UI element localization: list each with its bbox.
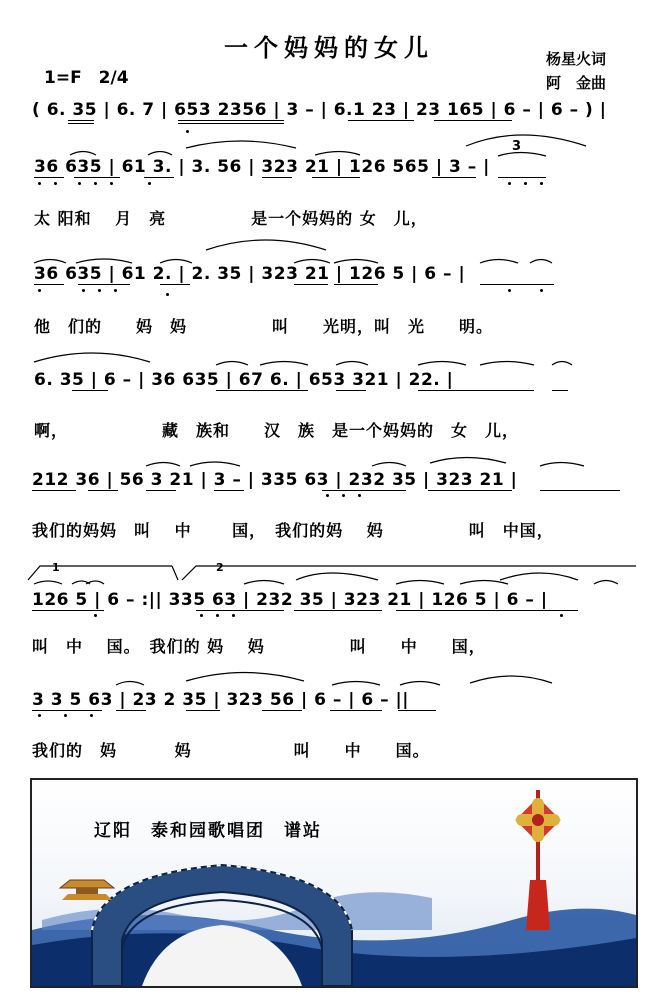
octave-dot (508, 182, 511, 185)
octave-dot (232, 614, 235, 617)
octave-dot (342, 494, 345, 497)
underline (322, 490, 406, 491)
underline (32, 610, 104, 611)
underline (116, 710, 146, 711)
lyrics-row-3: 他 们的 妈 妈 叫 光明，叫 光 明。 (34, 317, 494, 336)
underline (178, 120, 284, 121)
underline (480, 284, 554, 285)
underline (262, 710, 302, 711)
underline (348, 120, 414, 121)
notation-row-6: 126 5 | 6 – :|| 335 63 | 232 35 | 323 21 | 126 5 | 6 – | (32, 590, 548, 610)
underline (334, 284, 378, 285)
lyrics-row-5: 我们的妈妈 叫 中 国， 我们的妈 妈 叫 中国， (32, 521, 554, 540)
notation-row-5: 212 36 | 56 3 21 | 3 – | 335 63 | 232 35 | 323 21 | (32, 470, 518, 490)
footer-banner (30, 778, 638, 988)
underline (34, 177, 64, 178)
lyrics-row-2: 太 阳和 月 亮 是一个妈妈的 女 儿， (34, 209, 428, 228)
underline (32, 710, 102, 711)
underline (178, 123, 284, 124)
underline (552, 390, 568, 391)
song-title: 一个妈妈的女儿 (224, 34, 434, 62)
underline (418, 390, 534, 391)
underline (160, 284, 190, 285)
notation-row-3: 36 635 | 61 2. | 2. 35 | 323 21 | 126 5 | 6 – | (34, 264, 466, 284)
notation-row-4: 6. 35 | 6 – | 36 635 | 67 6. | 653 321 | 22. | (34, 370, 454, 390)
underline (32, 490, 76, 491)
octave-dot (560, 614, 563, 617)
octave-dot (94, 182, 97, 185)
underline (262, 177, 292, 178)
underline (432, 177, 476, 178)
underline (294, 284, 328, 285)
octave-dot (358, 494, 361, 497)
octave-dot (166, 293, 169, 296)
octave-dot (200, 614, 203, 617)
underline (434, 120, 512, 121)
key-signature: 1=F 2/4 (44, 68, 129, 88)
underline (498, 177, 546, 178)
composer-credit: 阿 金曲 (546, 74, 607, 92)
octave-dot (90, 714, 93, 717)
underline (196, 610, 284, 611)
underline (216, 390, 308, 391)
underline (72, 390, 108, 391)
underline (540, 490, 620, 491)
lyricist-credit: 杨星火词 (546, 50, 607, 68)
octave-dot (78, 182, 81, 185)
underline (186, 710, 220, 711)
bridge-knot-illustration (32, 780, 636, 986)
underline (508, 610, 578, 611)
octave-dot (508, 289, 511, 292)
underline (396, 610, 508, 611)
octave-dot (148, 182, 151, 185)
octave-dot (326, 494, 329, 497)
volta-second-label: 2 (216, 561, 224, 574)
octave-dot (186, 130, 189, 133)
octave-dot (110, 182, 113, 185)
underline (68, 120, 94, 121)
notation-row-2: 36 635 | 61 3. | 3. 56 | 323 21 | 126 565 | 3 – | (34, 157, 490, 177)
underline (336, 390, 366, 391)
underline (78, 284, 130, 285)
underline (34, 284, 64, 285)
octave-dot (540, 182, 543, 185)
banner-text: 辽阳 泰和园歌唱团 谱站 (94, 821, 322, 841)
underline (68, 123, 94, 124)
octave-dot (38, 714, 41, 717)
underline (74, 177, 120, 178)
octave-dot (82, 289, 85, 292)
underline (294, 610, 382, 611)
underline (312, 177, 360, 178)
notation-row-7: 3 3 5 63 | 23 2 35 | 323 56 | 6 – | 6 – || (32, 690, 409, 710)
underline (428, 490, 512, 491)
octave-dot (64, 714, 67, 717)
underline (214, 490, 244, 491)
underline (146, 490, 176, 491)
octave-dot (216, 614, 219, 617)
octave-dot (540, 289, 543, 292)
underline (88, 490, 118, 491)
triplet-mark: 3 (512, 139, 522, 154)
octave-dot (54, 182, 57, 185)
octave-dot (38, 182, 41, 185)
octave-dot (98, 289, 101, 292)
pavilion-icon (60, 880, 114, 900)
octave-dot (114, 289, 117, 292)
octave-dot (524, 182, 527, 185)
volta-first-label: 1 (52, 561, 60, 574)
underline (398, 710, 436, 711)
lyrics-row-7: 我们的 妈 妈 叫 中 国。 (32, 741, 430, 760)
chinese-knot-icon (515, 790, 560, 930)
underline (330, 710, 382, 711)
octave-dot (38, 289, 41, 292)
octave-dot (94, 614, 97, 617)
lyrics-row-4: 啊， 藏 族和 汉 族 是一个妈妈的 女 儿， (34, 421, 520, 440)
notation-row-1: ( 6. 35 | 6. 7 | 653 2356 | 3 – | 6.1 23 | 23 165 | 6 – | 6 – ) | (32, 100, 607, 120)
lyrics-row-6: 叫 中 国。 我们的 妈 妈 叫 中 国， (32, 637, 486, 656)
underline (144, 177, 174, 178)
